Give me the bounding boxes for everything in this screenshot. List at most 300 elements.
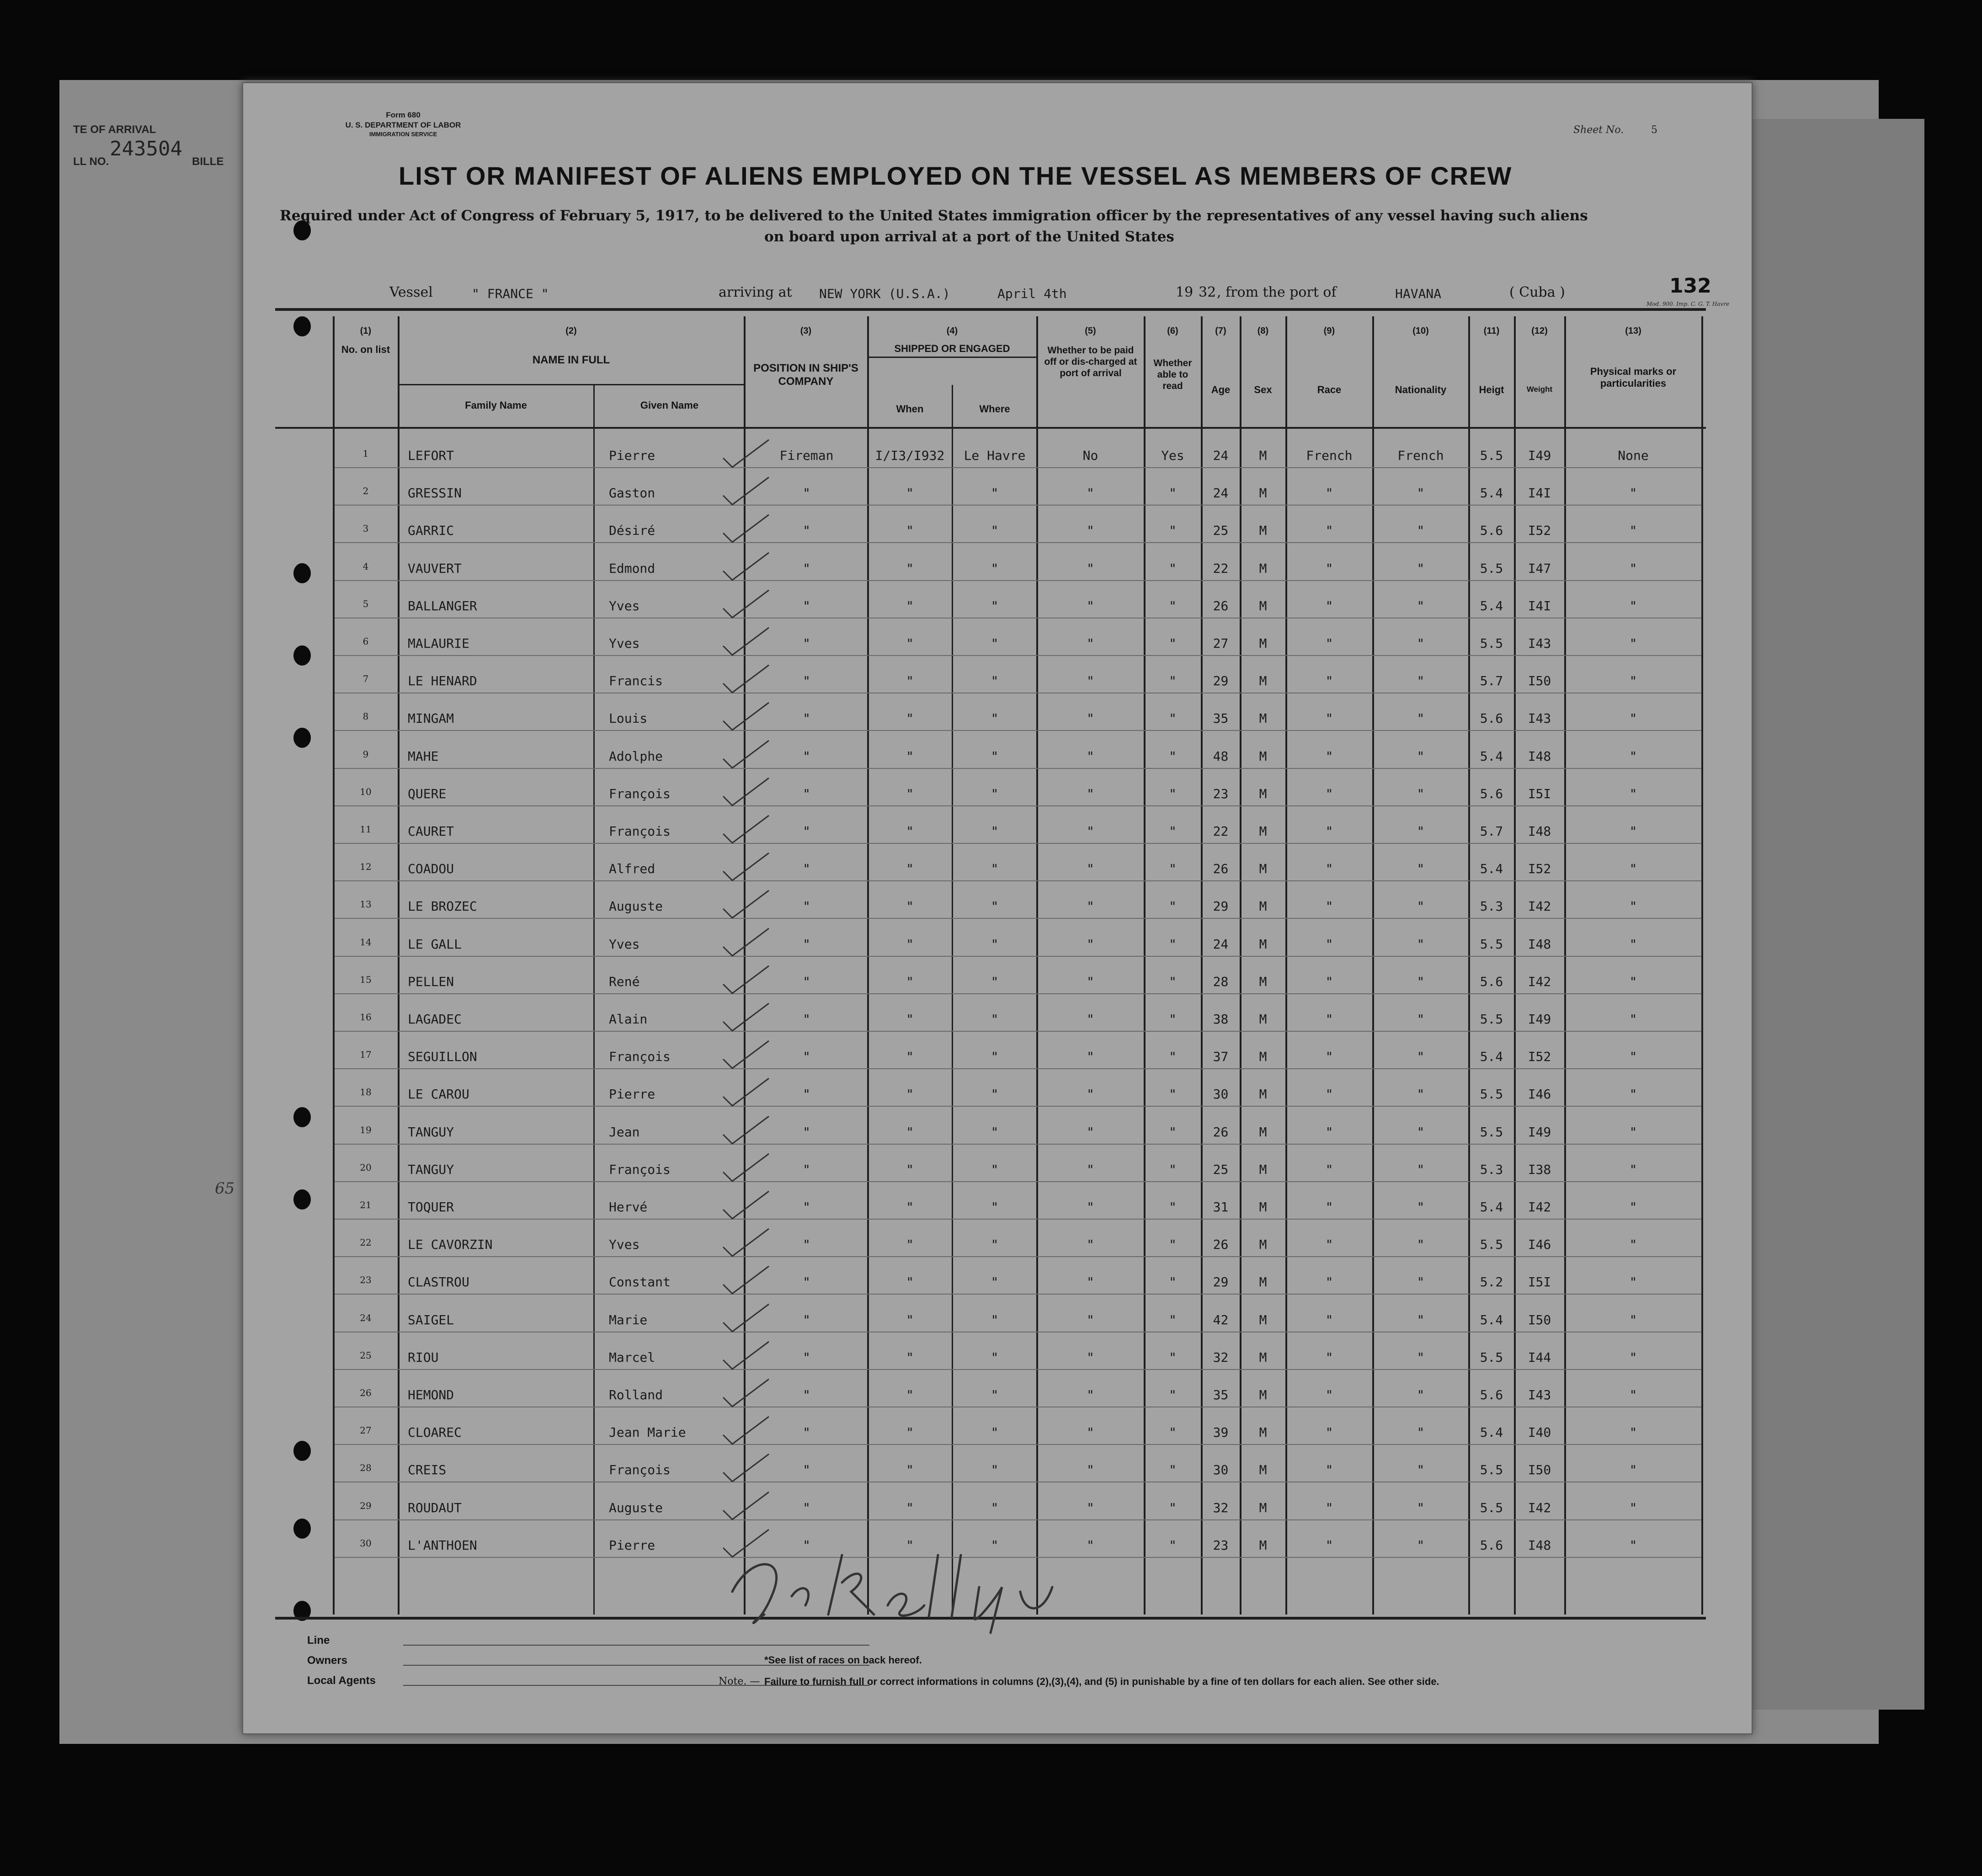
col4a-header: When	[896, 403, 924, 415]
physical-marks: "	[1629, 861, 1637, 877]
able-to-read: "	[1169, 1312, 1177, 1327]
col-divider	[1701, 316, 1703, 1615]
check-mark-icon	[719, 1112, 773, 1148]
race: French	[1306, 448, 1353, 463]
subheader-rule	[398, 384, 744, 385]
col3-header: POSITION IN SHIP'S COMPANY	[753, 362, 858, 388]
stamp-number: 132	[1669, 274, 1711, 298]
race: "	[1325, 598, 1333, 613]
col6-num: (6)	[1167, 326, 1178, 336]
row-number: 2	[362, 485, 369, 497]
family-name: GARRIC	[408, 523, 454, 538]
col5-num: (5)	[1085, 326, 1096, 336]
paid-off: "	[1087, 1012, 1094, 1027]
age: 29	[1213, 1274, 1229, 1290]
given-name: Jean Marie	[609, 1425, 686, 1440]
nationality: "	[1417, 861, 1425, 877]
race: "	[1325, 1349, 1333, 1365]
height: 5.4	[1480, 485, 1503, 501]
family-name: VAUVERT	[408, 560, 462, 576]
height: 5.6	[1480, 1537, 1503, 1553]
col-divider	[1144, 316, 1146, 1615]
position: Fireman	[779, 448, 834, 463]
sex: M	[1259, 1312, 1267, 1327]
able-to-read: "	[1169, 1387, 1177, 1402]
row-rule	[335, 730, 1701, 731]
physical-marks: "	[1629, 1537, 1637, 1553]
able-to-read: "	[1169, 1199, 1177, 1215]
paid-off: "	[1087, 711, 1094, 726]
age: 26	[1213, 861, 1229, 877]
family-name: MALAURIE	[408, 636, 469, 651]
nationality: "	[1417, 1537, 1425, 1553]
col7-header: Age	[1211, 384, 1231, 395]
able-to-read: "	[1169, 824, 1177, 839]
height: 5.5	[1480, 636, 1503, 651]
race: "	[1325, 636, 1333, 651]
shipped-where: "	[991, 974, 999, 989]
col11-header: Heigt	[1479, 384, 1504, 395]
weight: I50	[1528, 1462, 1551, 1478]
age: 30	[1213, 1462, 1229, 1478]
shipped-when: "	[906, 1162, 914, 1177]
sex: M	[1259, 786, 1267, 801]
page-title: LIST OR MANIFEST OF ALIENS EMPLOYED ON THE VESSEL AS MEMBERS OF CREW	[399, 161, 1513, 190]
arriving-label: arriving at	[719, 284, 792, 300]
height: 5.3	[1480, 1162, 1503, 1177]
sex: M	[1259, 1237, 1267, 1252]
nationality: "	[1417, 1237, 1425, 1252]
age: 32	[1213, 1500, 1229, 1515]
sex: M	[1259, 1274, 1267, 1290]
col8-num: (8)	[1257, 326, 1269, 336]
row-number: 23	[360, 1274, 372, 1286]
able-to-read: "	[1169, 1500, 1177, 1515]
given-name: Francis	[609, 673, 663, 689]
family-name: LE GALL	[408, 936, 462, 952]
nationality: "	[1417, 1425, 1425, 1440]
position: "	[803, 1162, 810, 1177]
shipped-when: "	[906, 1274, 914, 1290]
position: "	[803, 1500, 810, 1515]
sex: M	[1259, 1425, 1267, 1440]
paid-off: "	[1087, 485, 1094, 501]
age: 23	[1213, 786, 1229, 801]
physical-marks: "	[1629, 523, 1637, 538]
family-name: LE CAVORZIN	[408, 1237, 493, 1252]
shipped-where: "	[991, 598, 999, 613]
shipped-when: "	[906, 1237, 914, 1252]
row-number: 12	[360, 861, 372, 873]
col4-num: (4)	[946, 326, 958, 336]
weight: I50	[1528, 1312, 1551, 1327]
arrival-year: 32	[1199, 284, 1216, 300]
position: "	[803, 1349, 810, 1365]
punch-hole	[293, 316, 311, 336]
given-name: Gaston	[609, 485, 655, 501]
able-to-read: "	[1169, 1087, 1177, 1102]
nationality: "	[1417, 1162, 1425, 1177]
margin-note: 65	[215, 1179, 235, 1198]
nationality: "	[1417, 1500, 1425, 1515]
age: 24	[1213, 936, 1229, 952]
row-number: 15	[360, 974, 372, 985]
row-rule	[335, 1181, 1701, 1182]
col-divider	[867, 316, 869, 1615]
given-name: Alain	[609, 1012, 648, 1027]
sheet-number: 5	[1651, 124, 1657, 136]
col12-header: Weight	[1526, 385, 1553, 394]
weight: I4I	[1528, 485, 1551, 501]
col8-header: Sex	[1254, 384, 1272, 395]
row-number: 16	[360, 1012, 372, 1023]
shipped-where: "	[991, 899, 999, 914]
weight: I42	[1528, 1500, 1551, 1515]
physical-marks: "	[1629, 824, 1637, 839]
row-rule	[335, 843, 1701, 844]
shipped-when: "	[906, 598, 914, 613]
shipped-where: "	[991, 1087, 999, 1102]
position: "	[803, 1199, 810, 1215]
nationality: "	[1417, 748, 1425, 764]
check-mark-icon	[719, 623, 773, 660]
race: "	[1325, 1237, 1333, 1252]
age: 26	[1213, 1237, 1229, 1252]
height: 5.5	[1480, 560, 1503, 576]
shipped-where: "	[991, 485, 999, 501]
paid-off: "	[1087, 1349, 1094, 1365]
shipped-where: "	[991, 1012, 999, 1027]
sex: M	[1259, 1162, 1267, 1177]
able-to-read: "	[1169, 1462, 1177, 1478]
age: 27	[1213, 636, 1229, 651]
sex: M	[1259, 673, 1267, 689]
family-name: MAHE	[408, 748, 439, 764]
height: 5.6	[1480, 786, 1503, 801]
stub-list-label: LL NO.	[73, 155, 109, 168]
given-name: Yves	[609, 936, 640, 952]
row-number: 26	[360, 1387, 372, 1398]
race: "	[1325, 1087, 1333, 1102]
given-name: Pierre	[609, 1537, 655, 1553]
age: 24	[1213, 448, 1229, 463]
sex: M	[1259, 485, 1267, 501]
paid-off: "	[1087, 1124, 1094, 1140]
able-to-read: "	[1169, 748, 1177, 764]
sex: M	[1259, 1349, 1267, 1365]
position: "	[803, 1087, 810, 1102]
physical-marks: "	[1629, 1199, 1637, 1215]
family-name: LE CAROU	[408, 1087, 469, 1102]
sex: M	[1259, 448, 1267, 463]
shipped-when: "	[906, 1425, 914, 1440]
shipped-when: "	[906, 786, 914, 801]
weight: I5I	[1528, 1274, 1551, 1290]
age: 26	[1213, 598, 1229, 613]
weight: I50	[1528, 673, 1551, 689]
age: 23	[1213, 1537, 1229, 1553]
race: "	[1325, 974, 1333, 989]
position: "	[803, 1312, 810, 1327]
punch-hole	[293, 728, 311, 748]
race: "	[1325, 1387, 1333, 1402]
row-number: 20	[360, 1162, 372, 1173]
col-divider	[1564, 316, 1566, 1615]
sex: M	[1259, 1537, 1267, 1553]
physical-marks: "	[1629, 936, 1637, 952]
height: 5.4	[1480, 1312, 1503, 1327]
able-to-read: "	[1169, 1537, 1177, 1553]
check-mark-icon	[719, 924, 773, 960]
row-number: 1	[362, 448, 369, 459]
height: 5.4	[1480, 748, 1503, 764]
nationality: "	[1417, 1312, 1425, 1327]
footer-agents-label: Local Agents	[307, 1674, 376, 1687]
row-number: 7	[362, 673, 369, 685]
height: 5.5	[1480, 448, 1503, 463]
col13-header: Physical marks or particularities	[1590, 366, 1677, 389]
sex: M	[1259, 711, 1267, 726]
given-name: Constant	[609, 1274, 671, 1290]
position: "	[803, 899, 810, 914]
physical-marks: "	[1629, 786, 1637, 801]
weight: I48	[1528, 1537, 1551, 1553]
race: "	[1325, 1537, 1333, 1553]
physical-marks: "	[1629, 1349, 1637, 1365]
shipped-when: "	[906, 636, 914, 651]
physical-marks: "	[1629, 1049, 1637, 1065]
shipped-when: "	[906, 485, 914, 501]
sex: M	[1259, 598, 1267, 613]
shipped-where: Le Havre	[964, 448, 1026, 463]
row-rule	[335, 956, 1701, 957]
col2b-header: Given Name	[640, 400, 699, 411]
weight: I43	[1528, 1387, 1551, 1402]
shipped-where: "	[991, 1237, 999, 1252]
row-rule	[335, 580, 1701, 581]
row-number: 10	[360, 786, 372, 797]
row-number: 22	[360, 1237, 372, 1248]
sex: M	[1259, 1500, 1267, 1515]
check-mark-icon	[719, 1375, 773, 1411]
given-name: Rolland	[609, 1387, 663, 1402]
height: 5.6	[1480, 523, 1503, 538]
nationality: "	[1417, 1087, 1425, 1102]
physical-marks: "	[1629, 748, 1637, 764]
weight: I49	[1528, 448, 1551, 463]
family-name: MINGAM	[408, 711, 454, 726]
family-name: QUERE	[408, 786, 447, 801]
able-to-read: "	[1169, 1162, 1177, 1177]
check-mark-icon	[719, 1450, 773, 1486]
age: 28	[1213, 974, 1229, 989]
age: 22	[1213, 560, 1229, 576]
col9-header: Race	[1317, 384, 1342, 395]
height: 5.5	[1480, 1500, 1503, 1515]
height: 5.6	[1480, 711, 1503, 726]
weight: I52	[1528, 861, 1551, 877]
shipped-when: "	[906, 1500, 914, 1515]
punch-hole	[293, 1441, 311, 1461]
nationality: "	[1417, 636, 1425, 651]
paid-off: "	[1087, 1237, 1094, 1252]
physical-marks: "	[1629, 560, 1637, 576]
paid-off: "	[1087, 1312, 1094, 1327]
punch-hole	[293, 645, 311, 666]
check-mark-icon	[719, 1036, 773, 1073]
physical-marks: None	[1618, 448, 1649, 463]
nationality: "	[1417, 1012, 1425, 1027]
able-to-read: "	[1169, 861, 1177, 877]
nationality: "	[1417, 899, 1425, 914]
physical-marks: "	[1629, 485, 1637, 501]
check-mark-icon	[719, 586, 773, 622]
physical-marks: "	[1629, 711, 1637, 726]
weight: I43	[1528, 711, 1551, 726]
physical-marks: "	[1629, 673, 1637, 689]
row-rule	[335, 1256, 1701, 1257]
col-divider	[398, 316, 400, 1615]
position: "	[803, 1274, 810, 1290]
height: 5.5	[1480, 1087, 1503, 1102]
sex: M	[1259, 636, 1267, 651]
race: "	[1325, 485, 1333, 501]
height: 5.5	[1480, 1462, 1503, 1478]
col13-num: (13)	[1625, 326, 1641, 336]
paid-off: "	[1087, 1274, 1094, 1290]
punch-hole	[293, 1107, 311, 1127]
paid-off: "	[1087, 786, 1094, 801]
col12-num: (12)	[1531, 326, 1548, 336]
height: 5.4	[1480, 861, 1503, 877]
physical-marks: "	[1629, 1162, 1637, 1177]
year-prefix: 19	[1176, 284, 1193, 300]
paid-off: "	[1087, 1199, 1094, 1215]
sex: M	[1259, 824, 1267, 839]
row-number: 6	[362, 636, 369, 647]
from-port-label: , from the port of	[1217, 284, 1337, 300]
physical-marks: "	[1629, 1237, 1637, 1252]
position: "	[803, 1462, 810, 1478]
able-to-read: "	[1169, 1425, 1177, 1440]
position: "	[803, 636, 810, 651]
sex: M	[1259, 936, 1267, 952]
col-divider	[1468, 316, 1470, 1615]
check-mark-icon	[719, 1224, 773, 1261]
race: "	[1325, 824, 1333, 839]
col-divider	[1514, 316, 1516, 1615]
family-name: CLOAREC	[408, 1425, 462, 1440]
able-to-read: "	[1169, 673, 1177, 689]
arrival-date: April 4th	[997, 286, 1067, 301]
row-number: 3	[362, 523, 369, 534]
family-name: CAURET	[408, 824, 454, 839]
inspector-signature	[723, 1537, 1071, 1637]
given-name: Jean	[609, 1124, 640, 1140]
paid-off: "	[1087, 1049, 1094, 1065]
shipped-when: "	[906, 748, 914, 764]
position: "	[803, 1237, 810, 1252]
shipped-when: "	[906, 1049, 914, 1065]
physical-marks: "	[1629, 598, 1637, 613]
family-name: RIOU	[408, 1349, 439, 1365]
shipped-when: "	[906, 711, 914, 726]
able-to-read: "	[1169, 1012, 1177, 1027]
stub-bill-label: BILLE	[192, 155, 224, 168]
sex: M	[1259, 861, 1267, 877]
weight: I52	[1528, 523, 1551, 538]
paid-off: "	[1087, 936, 1094, 952]
weight: I4I	[1528, 598, 1551, 613]
row-number: 29	[360, 1500, 372, 1511]
department: U. S. DEPARTMENT OF LABOR	[345, 121, 461, 129]
physical-marks: "	[1629, 1087, 1637, 1102]
nationality: "	[1417, 523, 1425, 538]
row-rule	[335, 805, 1701, 806]
physical-marks: "	[1629, 974, 1637, 989]
family-name: SAIGEL	[408, 1312, 454, 1327]
age: 24	[1213, 485, 1229, 501]
nationality: "	[1417, 1274, 1425, 1290]
race: "	[1325, 748, 1333, 764]
able-to-read: "	[1169, 1124, 1177, 1140]
shipped-when: "	[906, 824, 914, 839]
col-divider	[1240, 316, 1241, 1615]
col-divider	[1036, 316, 1038, 1615]
header-bottom-rule	[275, 427, 1706, 429]
height: 5.2	[1480, 1274, 1503, 1290]
height: 5.5	[1480, 936, 1503, 952]
check-mark-icon	[719, 1187, 773, 1223]
age: 35	[1213, 711, 1229, 726]
position: "	[803, 861, 810, 877]
check-mark-icon	[719, 961, 773, 998]
paid-off: "	[1087, 1462, 1094, 1478]
col4-header: SHIPPED OR ENGAGED	[894, 343, 1010, 354]
family-name: CLASTROU	[408, 1274, 469, 1290]
row-number: 13	[360, 899, 372, 910]
shipped-when: "	[906, 1349, 914, 1365]
col9-num: (9)	[1323, 326, 1335, 336]
row-rule	[335, 505, 1701, 506]
footer-line-label: Line	[307, 1634, 330, 1647]
physical-marks: "	[1629, 1274, 1637, 1290]
nationality: "	[1417, 1387, 1425, 1402]
race: "	[1325, 523, 1333, 538]
col2-header: NAME IN FULL	[532, 354, 610, 366]
table-top-rule	[275, 308, 1706, 311]
check-mark-icon	[719, 661, 773, 697]
given-name: Pierre	[609, 1087, 655, 1102]
row-number: 28	[360, 1462, 372, 1474]
race: "	[1325, 1425, 1333, 1440]
nationality: "	[1417, 824, 1425, 839]
age: 39	[1213, 1425, 1229, 1440]
weight: I44	[1528, 1349, 1551, 1365]
sex: M	[1259, 1462, 1267, 1478]
shipped-where: "	[991, 748, 999, 764]
weight: I49	[1528, 1012, 1551, 1027]
departure-country: ( Cuba )	[1509, 284, 1565, 300]
shipped-when: "	[906, 1012, 914, 1027]
age: 42	[1213, 1312, 1229, 1327]
shipped-where: "	[991, 1387, 999, 1402]
paid-off: "	[1087, 1500, 1094, 1515]
weight: I42	[1528, 1199, 1551, 1215]
sex: M	[1259, 560, 1267, 576]
height: 5.5	[1480, 1012, 1503, 1027]
paid-off: "	[1087, 861, 1094, 877]
